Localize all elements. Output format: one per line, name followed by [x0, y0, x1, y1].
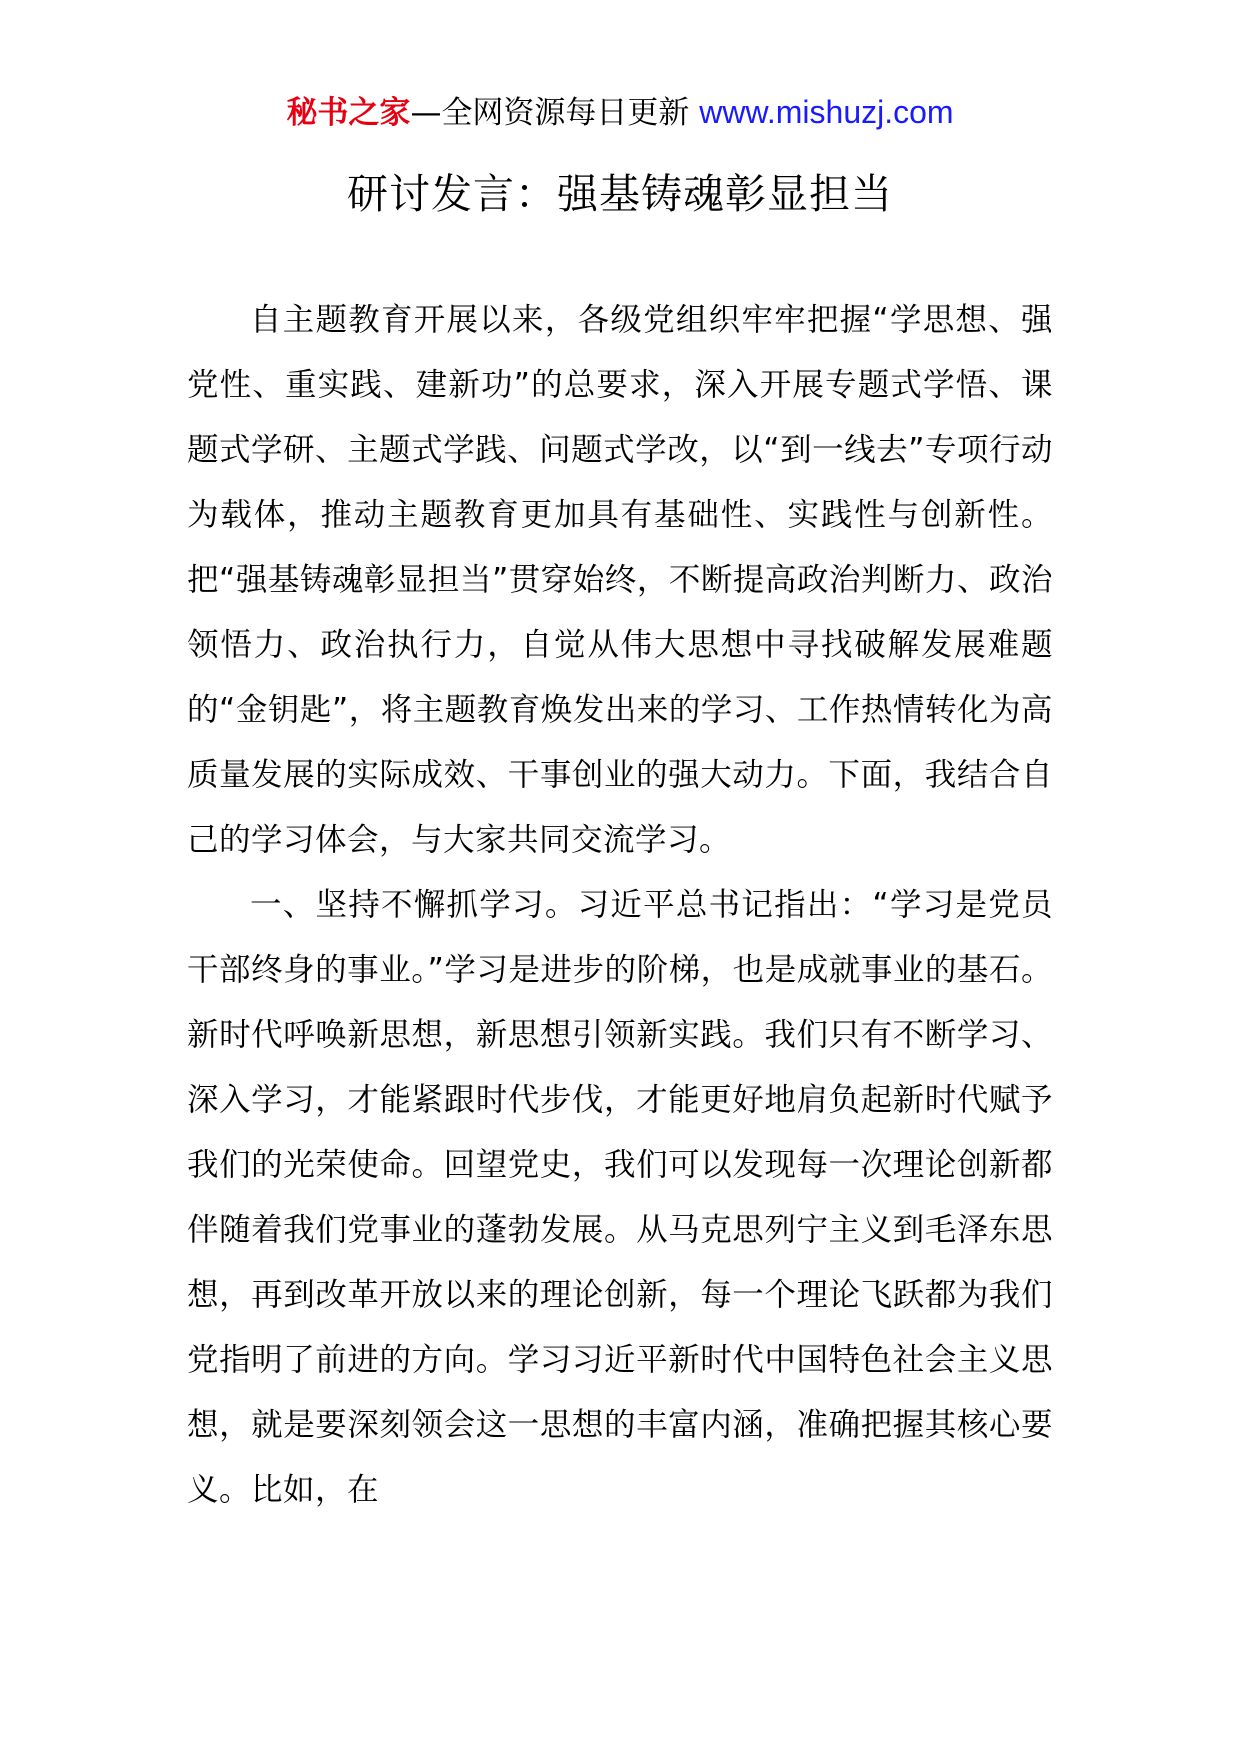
site-url-link[interactable]: www.mishuzj.com — [699, 94, 954, 130]
paragraph-intro: 自主题教育开展以来，各级党组织牢牢把握“学思想、强党性、重实践、建新功”的总要求，深入开展专题式学悟、课题式学研、主题式学践、问题式学改，以“到一线去”专项行动为载体，推动主题教育更加具有基础性、实践性与创新性。把“强基铸魂彰显担当”贯穿始终，不断提高政治判断力、政治领悟力、政治执行力，自觉从伟大思想中寻找破解发展难题的“金钥匙”，将主题教育焕发出来的学习、工作热情转化为高质量发展的实际成效、干事创业的强大动力。下面，我结合自己的学习体会，与大家共同交流学习。 — [187, 302, 1053, 858]
brand-name: 秘书之家 — [286, 95, 411, 131]
document-body — [187, 288, 1053, 1523]
site-banner — [0, 92, 1240, 133]
paragraph-section-one: 一、坚持不懈抓学习。习近平总书记指出：“学习是党员干部终身的事业。”学习是进步的阶梯，也是成就事业的基石。新时代呼唤新思想，新思想引领新实践。我们只有不断学习、深入学习，才能紧跟时代步伐，才能更好地肩负起新时代赋予我们的光荣使命。回望党史，我们可以发现每一次理论创新都伴随着我们党事业的蓬勃发展。从马克思列宁主义到毛泽东思想，再到改革开放以来的理论创新，每一个理论飞跃都为我们党指明了前进的方向。学习习近平新时代中国特色社会主义思想，就是要深刻领会这一思想的丰富内涵，准确把握其核心要义。比如，在 — [187, 887, 1053, 1508]
site-slogan: —全网资源每日更新 — [410, 95, 690, 131]
document-title: 研讨发言：强基铸魂彰显担当 — [347, 170, 893, 218]
